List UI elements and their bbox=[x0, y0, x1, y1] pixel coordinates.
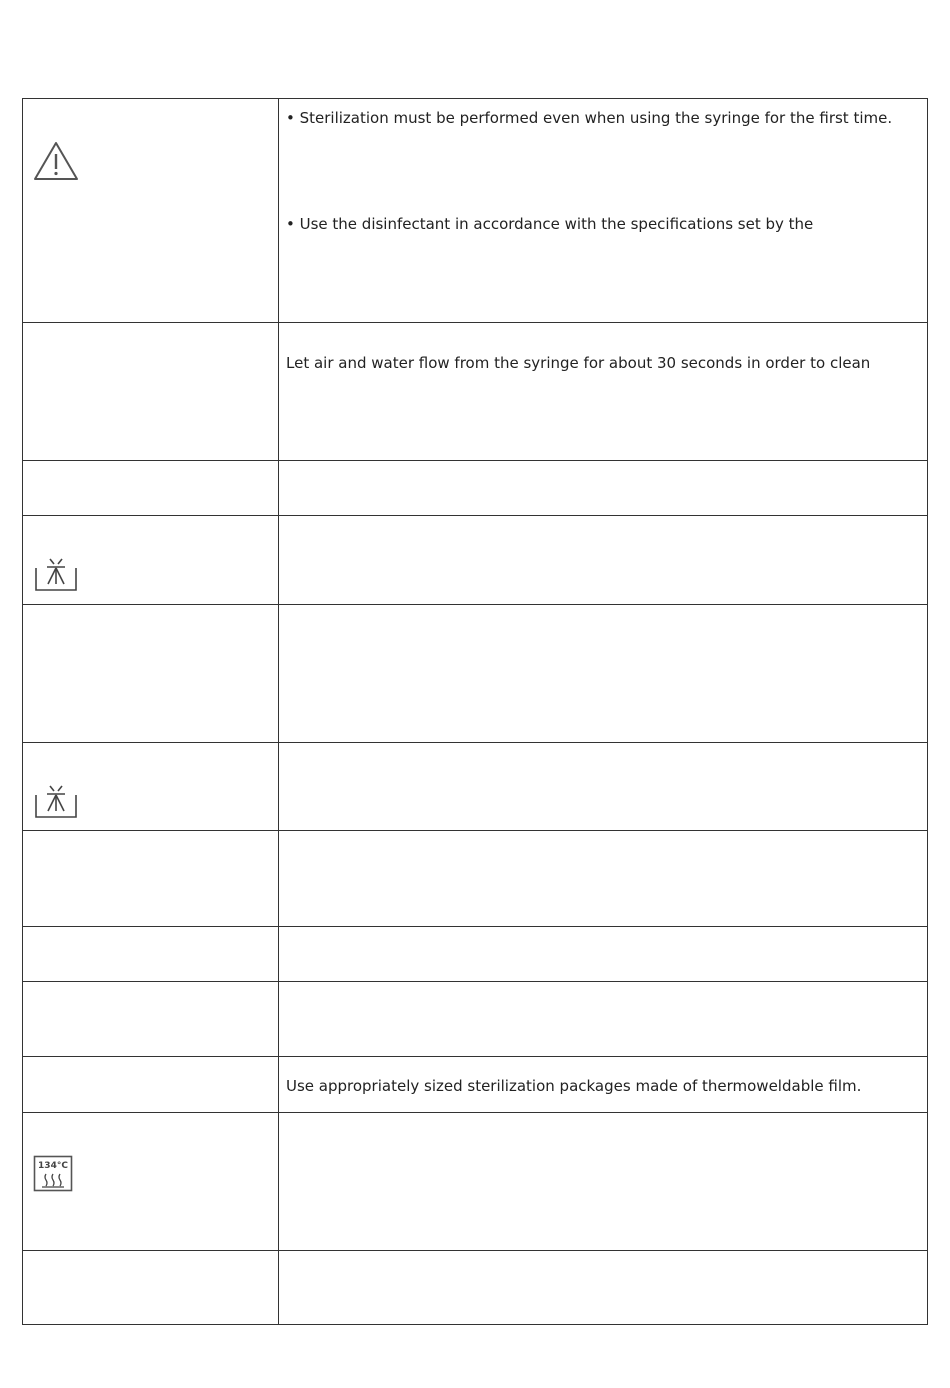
text-cell bbox=[279, 1057, 928, 1113]
text-cell bbox=[279, 605, 928, 743]
text-cell bbox=[279, 982, 928, 1057]
warning-triangle-icon bbox=[33, 141, 79, 181]
instructions-table bbox=[22, 98, 928, 1325]
text-cell bbox=[279, 461, 928, 516]
text-cell bbox=[279, 323, 928, 461]
paragraph: • Use the disinfectant in accordance with the specifications set by the bbox=[286, 215, 814, 233]
table-row bbox=[23, 1057, 928, 1113]
table-row bbox=[23, 1251, 928, 1325]
icon-cell bbox=[23, 927, 279, 982]
icon-cell bbox=[23, 1113, 279, 1251]
table-row bbox=[23, 743, 928, 831]
table-row bbox=[23, 516, 928, 605]
text-cell bbox=[279, 831, 928, 927]
thermal-disinfection-icon bbox=[33, 556, 79, 592]
thermal-disinfection-icon bbox=[33, 783, 79, 819]
autoclave-134c-icon bbox=[33, 1155, 75, 1193]
icon-cell bbox=[23, 831, 279, 927]
text-cell bbox=[279, 99, 928, 323]
table-row bbox=[23, 927, 928, 982]
icon-cell bbox=[23, 99, 279, 323]
text-cell bbox=[279, 743, 928, 831]
icon-cell bbox=[23, 516, 279, 605]
icon-cell bbox=[23, 743, 279, 831]
paragraph: • Sterilization must be performed even when using the syringe for the first time. bbox=[286, 109, 893, 127]
text-cell bbox=[279, 1251, 928, 1325]
table-row bbox=[23, 1113, 928, 1251]
table-row bbox=[23, 831, 928, 927]
autoclave-temperature-label: 134°C bbox=[38, 1161, 68, 1171]
text-cell bbox=[279, 1113, 928, 1251]
table-row bbox=[23, 461, 928, 516]
table-row bbox=[23, 323, 928, 461]
paragraph: Let air and water flow from the syringe for about 30 seconds in order to clean bbox=[286, 354, 871, 372]
icon-cell bbox=[23, 1057, 279, 1113]
text-cell bbox=[279, 927, 928, 982]
icon-cell bbox=[23, 1251, 279, 1325]
text-cell bbox=[279, 516, 928, 605]
table-row bbox=[23, 99, 928, 323]
table-row bbox=[23, 982, 928, 1057]
icon-cell bbox=[23, 461, 279, 516]
icon-cell bbox=[23, 982, 279, 1057]
icon-cell bbox=[23, 323, 279, 461]
paragraph: Use appropriately sized sterilization packages made of thermoweldable film. bbox=[286, 1077, 862, 1095]
icon-cell bbox=[23, 605, 279, 743]
table-row bbox=[23, 605, 928, 743]
